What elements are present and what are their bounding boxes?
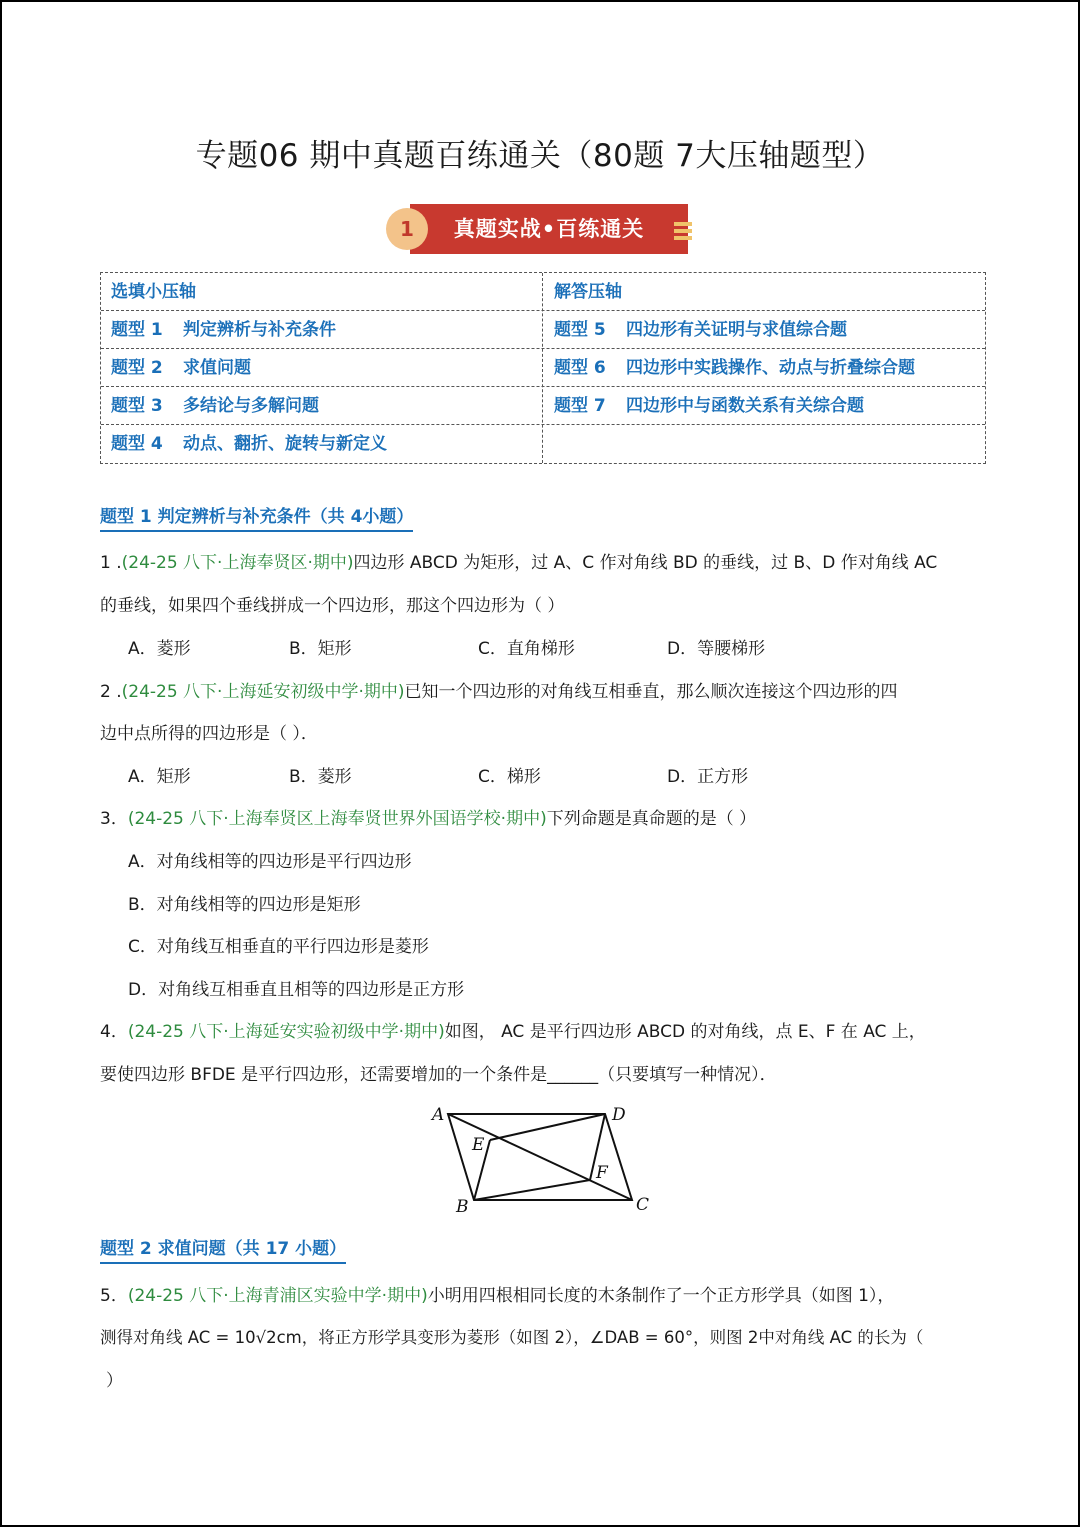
parallelogram-figure xyxy=(430,1102,660,1217)
banner-label: 真题实战•百练通关 xyxy=(410,204,688,254)
q1-option-c: C．直角梯形 xyxy=(478,639,575,659)
question-2: 2 .(24-25 八下·上海延安初级中学·期中)已知一个四边形的对角线互相垂直，那么顺次连接这个四边形的四 xyxy=(100,682,898,702)
q3-option-a: A．对角线相等的四边形是平行四边形 xyxy=(128,852,412,872)
banner-tab-decoration xyxy=(674,222,692,243)
point-label-f: F xyxy=(596,1163,608,1183)
toc-right-header[interactable]: 解答压轴 xyxy=(554,282,622,302)
q1-option-a: A．菱形 xyxy=(128,639,191,659)
page-title: 专题06 期中真题百练通关（80题 7大压轴题型） xyxy=(195,138,885,174)
table-of-contents xyxy=(100,272,986,464)
question-4: 4．(24-25 八下·上海延安实验初级中学·期中)如图， AC 是平行四边形 ABCD 的对角线，点 E、F 在 AC 上， xyxy=(100,1022,926,1042)
question-5-end: ） xyxy=(106,1371,123,1391)
point-label-e: E xyxy=(472,1135,485,1155)
question-1-cont: 的垂线，如果四个垂线拼成一个四边形，那这个四边形为（ ） xyxy=(100,596,565,616)
question-4-cont: 要使四边形 BFDE 是平行四边形，还需要增加的一个条件是______（只要填写一种情况）． xyxy=(100,1065,777,1085)
q1-option-d: D．等腰梯形 xyxy=(667,639,766,659)
question-5: 5．(24-25 八下·上海青浦区实验中学·期中)小明用四根相同长度的木条制作了一个正方形学具（如图 1）， xyxy=(100,1286,895,1306)
vertex-label-a: A xyxy=(432,1105,445,1125)
q3-option-c: C．对角线互相垂直的平行四边形是菱形 xyxy=(128,937,429,957)
q2-option-d: D．正方形 xyxy=(667,767,749,787)
toc-item-type1[interactable]: 题型 1 判定辨析与补充条件 xyxy=(111,320,336,340)
q1-option-b: B．矩形 xyxy=(289,639,352,659)
q3-option-d: D．对角线互相垂直且相等的四边形是正方形 xyxy=(128,980,465,1000)
q2-option-a: A．矩形 xyxy=(128,767,191,787)
vertex-label-d: D xyxy=(612,1105,626,1125)
q3-option-b: B．对角线相等的四边形是矩形 xyxy=(128,895,361,915)
vertex-label-c: C xyxy=(636,1195,650,1215)
toc-left-header[interactable]: 选填小压轴 xyxy=(111,282,196,302)
section-banner xyxy=(382,202,702,258)
toc-item-type7[interactable]: 题型 7 四边形中与函数关系有关综合题 xyxy=(554,396,864,416)
toc-item-type4[interactable]: 题型 4 动点、翻折、旋转与新定义 xyxy=(111,434,387,454)
toc-item-type2[interactable]: 题型 2 求值问题 xyxy=(111,358,251,378)
section-heading-type2: 题型 2 求值问题（共 17 小题） xyxy=(100,1234,346,1264)
toc-item-type5[interactable]: 题型 5 四边形有关证明与求值综合题 xyxy=(554,320,847,340)
question-1: 1 .(24-25 八下·上海奉贤区·期中)四边形 ABCD 为矩形，过 A、C 作对角线 BD 的垂线，过 B、D 作对角线 AC xyxy=(100,553,938,573)
section-heading-type1: 题型 1 判定辨析与补充条件（共 4小题） xyxy=(100,502,413,532)
question-2-cont: 边中点所得的四边形是（ ）． xyxy=(100,724,318,744)
vertex-label-b: B xyxy=(456,1197,469,1217)
banner-number: 1 xyxy=(386,208,428,250)
q2-option-c: C．梯形 xyxy=(478,767,541,787)
question-3: 3．(24-25 八下·上海奉贤区上海奉贤世界外国语学校·期中)下列命题是真命题的是（ ） xyxy=(100,809,757,829)
toc-item-type6[interactable]: 题型 6 四边形中实践操作、动点与折叠综合题 xyxy=(554,358,915,378)
toc-item-type3[interactable]: 题型 3 多结论与多解问题 xyxy=(111,396,319,416)
question-5-cont: 测得对角线 AC = 10√2cm，将正方形学具变形为菱形（如图 2），∠DAB = 60°，则图 2中对角线 AC 的长为（ xyxy=(100,1328,924,1347)
q2-option-b: B．菱形 xyxy=(289,767,352,787)
